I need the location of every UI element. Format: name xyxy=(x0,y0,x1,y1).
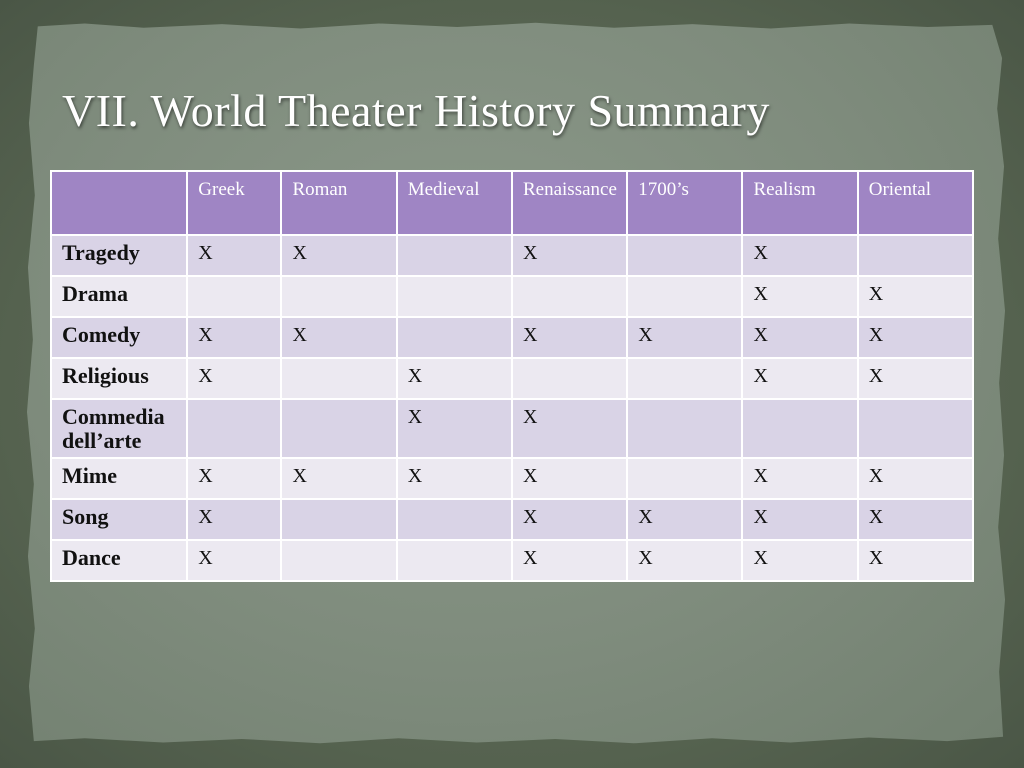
row-label: Dance xyxy=(51,540,187,581)
table-cell: X xyxy=(742,540,857,581)
table-cell: X xyxy=(397,358,512,399)
table-cell: X xyxy=(858,317,973,358)
table-cell: X xyxy=(742,458,857,499)
table-body xyxy=(51,235,973,581)
table-cell: X xyxy=(281,458,396,499)
column-header: Roman xyxy=(281,171,396,235)
table-row xyxy=(51,317,973,358)
table-corner-header xyxy=(51,171,187,235)
table-cell: X xyxy=(512,540,627,581)
table-cell: X xyxy=(512,499,627,540)
table-cell: X xyxy=(742,276,857,317)
row-label: Mime xyxy=(51,458,187,499)
table-cell xyxy=(281,540,396,581)
table-cell: X xyxy=(512,399,627,458)
table-cell xyxy=(627,235,742,276)
row-label: Religious xyxy=(51,358,187,399)
table-row xyxy=(51,540,973,581)
table-cell: X xyxy=(858,276,973,317)
table-cell xyxy=(512,358,627,399)
table-cell xyxy=(187,276,281,317)
table-cell: X xyxy=(187,499,281,540)
table-cell: X xyxy=(742,499,857,540)
table-cell: X xyxy=(742,317,857,358)
table-cell xyxy=(858,399,973,458)
table-cell xyxy=(627,276,742,317)
theater-history-table xyxy=(50,170,974,582)
table-row xyxy=(51,399,973,458)
table-cell xyxy=(627,399,742,458)
table-cell: X xyxy=(742,358,857,399)
table-row xyxy=(51,499,973,540)
table-cell: X xyxy=(512,235,627,276)
column-header: Renaissance xyxy=(512,171,627,235)
table-cell: X xyxy=(627,540,742,581)
row-label: Commedia dell’arte xyxy=(51,399,187,458)
table-cell xyxy=(281,399,396,458)
table-cell: X xyxy=(858,358,973,399)
table-row xyxy=(51,235,973,276)
table-cell: X xyxy=(281,235,396,276)
table-cell xyxy=(397,499,512,540)
row-label: Comedy xyxy=(51,317,187,358)
table-cell xyxy=(627,458,742,499)
column-header: Realism xyxy=(742,171,857,235)
table-cell xyxy=(281,499,396,540)
table-cell: X xyxy=(397,399,512,458)
table-cell xyxy=(397,317,512,358)
table-cell: X xyxy=(627,499,742,540)
table-cell xyxy=(187,399,281,458)
row-label: Tragedy xyxy=(51,235,187,276)
table-cell: X xyxy=(187,358,281,399)
table-cell: X xyxy=(187,235,281,276)
table-header-row xyxy=(51,171,973,235)
row-label: Song xyxy=(51,499,187,540)
table-cell: X xyxy=(397,458,512,499)
table-cell xyxy=(512,276,627,317)
table-cell: X xyxy=(858,540,973,581)
table-cell: X xyxy=(512,458,627,499)
row-label: Drama xyxy=(51,276,187,317)
table-cell: X xyxy=(627,317,742,358)
table-row xyxy=(51,276,973,317)
table-cell: X xyxy=(187,540,281,581)
table-cell xyxy=(281,276,396,317)
table-cell xyxy=(858,235,973,276)
table-cell: X xyxy=(858,499,973,540)
table-cell xyxy=(742,399,857,458)
table-cell: X xyxy=(742,235,857,276)
column-header: Medieval xyxy=(397,171,512,235)
table-cell xyxy=(281,358,396,399)
table-cell: X xyxy=(281,317,396,358)
table-cell xyxy=(397,235,512,276)
table-cell: X xyxy=(187,458,281,499)
table-cell xyxy=(397,276,512,317)
table-cell: X xyxy=(512,317,627,358)
column-header: Oriental xyxy=(858,171,973,235)
table-row xyxy=(51,358,973,399)
table-row xyxy=(51,458,973,499)
table-cell: X xyxy=(187,317,281,358)
column-header: 1700’s xyxy=(627,171,742,235)
table-cell: X xyxy=(858,458,973,499)
slide-title: VII. World Theater History Summary xyxy=(62,85,770,136)
table-cell xyxy=(397,540,512,581)
table-cell xyxy=(627,358,742,399)
column-header: Greek xyxy=(187,171,281,235)
